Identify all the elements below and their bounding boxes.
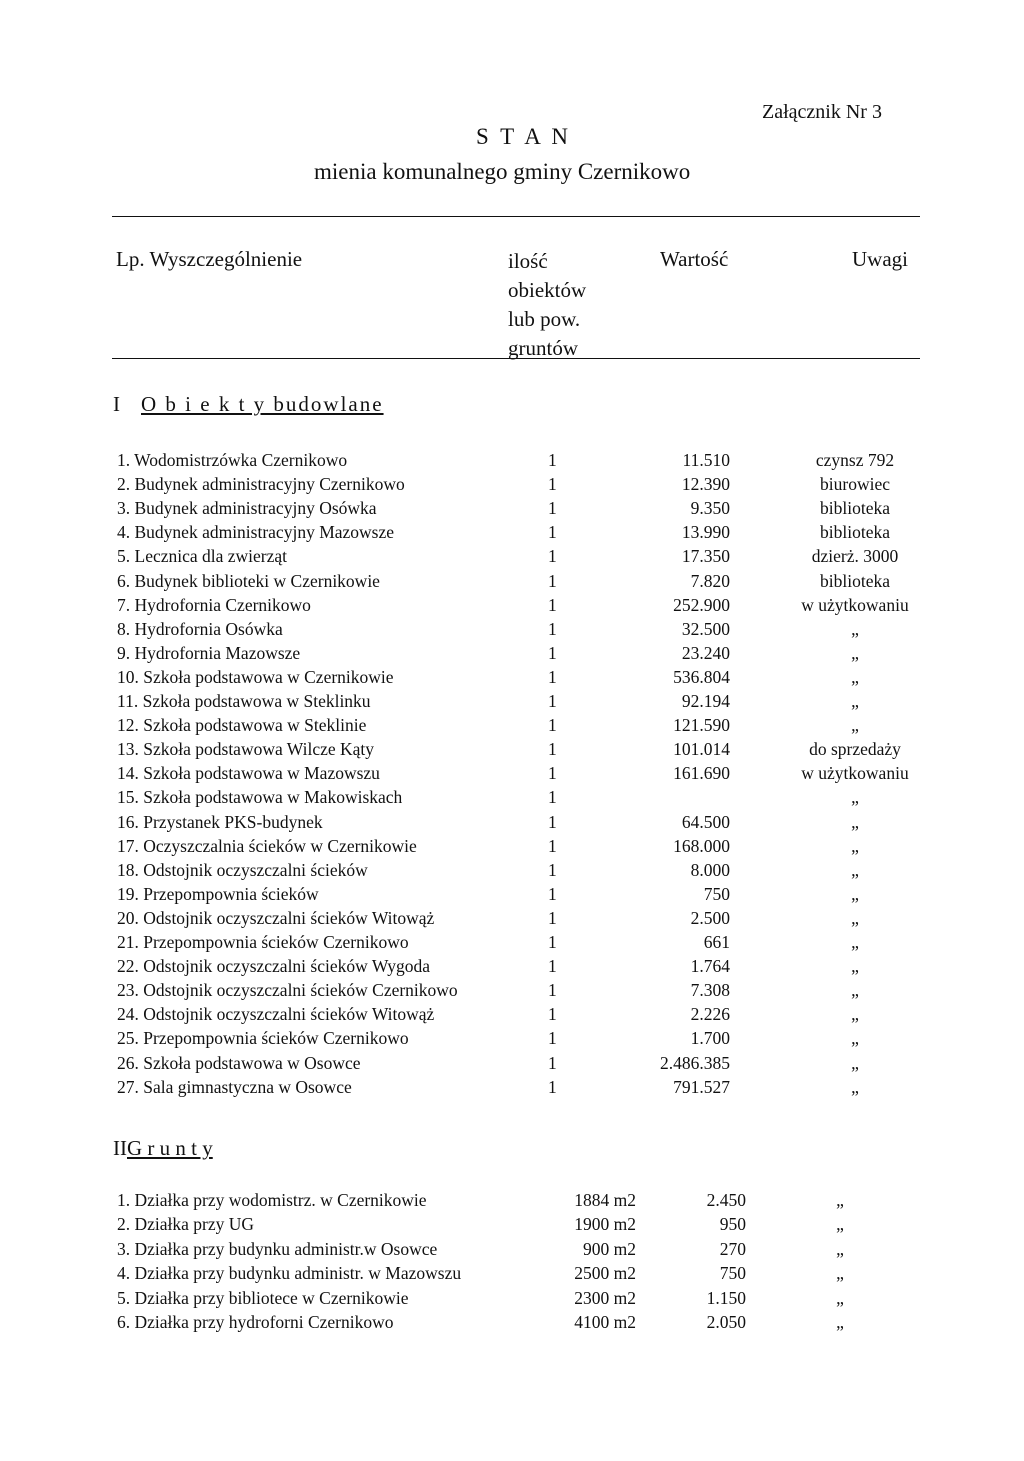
item-value: 2.500: [690, 907, 730, 928]
table-row: [0, 812, 1024, 836]
plot-note: „: [836, 1190, 844, 1210]
column-header-description: Lp. Wyszczególnienie: [116, 247, 303, 271]
table-row: [0, 1288, 1024, 1312]
table-row: [0, 450, 1024, 474]
item-value: 9.350: [690, 498, 730, 519]
table-row: [0, 787, 1024, 811]
table-row: [0, 908, 1024, 932]
item-quantity: 1: [548, 835, 557, 856]
section-heading-land: [113, 1136, 213, 1161]
plot-note: „: [836, 1312, 844, 1332]
item-quantity: 1: [548, 787, 557, 808]
plot-value: 270: [719, 1238, 746, 1259]
item-quantity: 1: [548, 474, 557, 495]
section-heading-buildings: [113, 392, 384, 417]
item-quantity: 1: [548, 522, 557, 543]
table-row: [0, 691, 1024, 715]
item-name: 13. Szkoła podstawowa Wilcze Kąty: [117, 739, 375, 760]
item-note: w użytkowaniu: [801, 763, 909, 784]
plot-note: „: [836, 1214, 844, 1235]
item-quantity: 1: [548, 570, 557, 591]
item-value: 11.510: [682, 450, 730, 470]
item-value: 161.690: [673, 763, 730, 784]
item-note: „: [851, 618, 859, 639]
item-name: 2. Budynek administracyjny Czernikowo: [117, 474, 405, 495]
item-value: 2.226: [690, 1004, 730, 1025]
plot-name: 6. Działka przy hydroforni Czernikowo: [117, 1312, 394, 1332]
plot-area: 900 m2: [583, 1238, 636, 1259]
item-quantity: 1: [548, 956, 557, 977]
item-name: 8. Hydrofornia Osówka: [117, 618, 283, 639]
table-row: [0, 522, 1024, 546]
table-row: [0, 619, 1024, 643]
item-note: w użytkowaniu: [801, 594, 909, 615]
plot-name: 2. Działka przy UG: [117, 1214, 255, 1235]
item-note: „: [851, 956, 859, 977]
table-row: [0, 884, 1024, 908]
item-value: 32.500: [681, 618, 730, 639]
table-row: [0, 1263, 1024, 1287]
section-numeral: II: [113, 1136, 127, 1160]
table-row: [0, 763, 1024, 787]
item-value: 536.804: [673, 666, 730, 687]
plot-area: 1900 m2: [574, 1214, 636, 1235]
document-subtitle: mienia komunalnego gminy Czernikowo: [314, 159, 691, 184]
item-quantity: 1: [548, 642, 557, 663]
item-quantity: 1: [548, 450, 557, 470]
item-note: „: [851, 1076, 859, 1097]
plot-area: 4100 m2: [574, 1312, 636, 1332]
item-name: 1. Wodomistrzówka Czernikowo: [117, 450, 348, 470]
item-quantity: 1: [548, 980, 557, 1001]
item-name: 19. Przepompownia ścieków: [117, 883, 319, 904]
table-row: [0, 980, 1024, 1004]
table-row: [0, 1028, 1024, 1052]
plot-area: 2300 m2: [574, 1287, 636, 1308]
plot-value: 2.050: [706, 1312, 746, 1332]
item-value: 101.014: [673, 739, 730, 760]
document-title: S T A N: [476, 124, 571, 149]
item-name: 27. Sala gimnastyczna w Osowce: [117, 1076, 352, 1097]
item-value: 168.000: [673, 835, 730, 856]
item-quantity: 1: [548, 666, 557, 687]
item-value: 8.000: [690, 859, 730, 880]
table-row: [0, 474, 1024, 498]
item-note: „: [851, 691, 859, 711]
table-row: [0, 715, 1024, 739]
item-name: 18. Odstojnik oczyszczalni ścieków: [117, 859, 368, 880]
item-value: 64.500: [681, 811, 730, 832]
item-note: „: [851, 715, 859, 736]
column-header-quantity: ilość obiektów lub pow. gruntów: [508, 249, 587, 360]
table-row: [0, 546, 1024, 570]
table-row: [0, 643, 1024, 667]
item-name: 23. Odstojnik oczyszczalni ścieków Czernikowo: [117, 980, 458, 1001]
item-name: 15. Szkoła podstawowa w Makowiskach: [117, 787, 403, 808]
item-value: 7.308: [690, 980, 730, 1001]
item-note: „: [851, 811, 859, 832]
item-value: 750: [703, 883, 730, 904]
plot-value: 2.450: [706, 1190, 746, 1210]
item-quantity: 1: [548, 1004, 557, 1025]
table-row: [0, 1239, 1024, 1263]
header-rule: [112, 358, 920, 359]
item-name: 16. Przystanek PKS-budynek: [117, 811, 323, 832]
plot-name: 4. Działka przy budynku administr. w Mazowszu: [117, 1263, 462, 1284]
item-quantity: 1: [548, 618, 557, 639]
item-quantity: 1: [548, 859, 557, 880]
item-note: „: [851, 835, 859, 856]
item-name: 25. Przepompownia ścieków Czernikowo: [117, 1028, 409, 1049]
item-quantity: 1: [548, 715, 557, 736]
table-row: [0, 1312, 1024, 1336]
item-name: 10. Szkoła podstawowa w Czernikowie: [117, 666, 394, 687]
top-rule: [112, 216, 920, 217]
item-value: 791.527: [673, 1076, 730, 1097]
item-name: 20. Odstojnik oczyszczalni ścieków Witowąż: [117, 907, 435, 928]
item-note: „: [851, 642, 859, 663]
item-name: 11. Szkoła podstawowa w Steklinku: [117, 691, 371, 711]
plot-note: „: [836, 1263, 844, 1284]
table-row: [0, 1053, 1024, 1077]
item-note: biblioteka: [820, 522, 890, 543]
item-note: „: [851, 859, 859, 880]
item-quantity: 1: [548, 907, 557, 928]
table-row: [0, 932, 1024, 956]
item-note: biblioteka: [820, 498, 890, 519]
item-value: 17.350: [681, 546, 730, 567]
item-name: 24. Odstojnik oczyszczalni ścieków Witowąż: [117, 1004, 435, 1025]
item-value: 661: [703, 932, 730, 952]
plot-area: 1884 m2: [574, 1190, 636, 1210]
plot-note: „: [836, 1287, 844, 1308]
item-name: 26. Szkoła podstawowa w Osowce: [117, 1052, 361, 1073]
item-value: 23.240: [681, 642, 730, 663]
table-row: [0, 667, 1024, 691]
item-note: „: [851, 787, 859, 808]
item-quantity: 1: [548, 763, 557, 784]
section-title: O b i e k t y budowlane: [141, 392, 384, 416]
item-value: 1.700: [690, 1028, 730, 1049]
item-name: 22. Odstojnik oczyszczalni ścieków Wygoda: [117, 956, 431, 977]
item-value: 2.486.385: [660, 1052, 730, 1073]
item-note: „: [851, 666, 859, 687]
section-numeral: I: [113, 392, 120, 416]
plot-note: „: [836, 1238, 844, 1259]
item-name: 7. Hydrofornia Czernikowo: [117, 594, 311, 615]
item-name: 3. Budynek administracyjny Osówka: [117, 498, 377, 519]
item-quantity: 1: [548, 546, 557, 567]
item-quantity: 1: [548, 498, 557, 519]
item-quantity: 1: [548, 1052, 557, 1073]
annex-label: Załącznik Nr 3: [762, 101, 882, 123]
item-note: biurowiec: [820, 474, 890, 495]
item-name: 12. Szkoła podstawowa w Steklinie: [117, 715, 367, 736]
table-row: [0, 739, 1024, 763]
item-value: 13.990: [681, 522, 730, 543]
item-note: biblioteka: [820, 570, 890, 591]
item-name: 21. Przepompownia ścieków Czernikowo: [117, 932, 409, 952]
table-row: [0, 571, 1024, 595]
item-note: „: [851, 883, 859, 904]
item-note: „: [851, 932, 859, 952]
section-title: G r u n t y: [127, 1136, 213, 1160]
item-note: „: [851, 980, 859, 1001]
item-quantity: 1: [548, 811, 557, 832]
item-quantity: 1: [548, 739, 557, 760]
table-row: [0, 956, 1024, 980]
table-row: [0, 1077, 1024, 1101]
item-quantity: 1: [548, 691, 557, 711]
item-value: 1.764: [690, 956, 730, 977]
column-header-value: Wartość: [660, 247, 729, 271]
item-quantity: 1: [548, 883, 557, 904]
plot-value: 950: [719, 1214, 746, 1235]
item-quantity: 1: [548, 932, 557, 952]
table-row: [0, 836, 1024, 860]
item-name: 4. Budynek administracyjny Mazowsze: [117, 522, 395, 543]
plot-name: 5. Działka przy bibliotece w Czernikowie: [117, 1287, 409, 1308]
table-row: [0, 498, 1024, 522]
item-name: 5. Lecznica dla zwierząt: [117, 546, 288, 567]
item-name: 17. Oczyszczalnia ścieków w Czernikowie: [117, 835, 417, 856]
item-value: 12.390: [681, 474, 730, 495]
column-header-notes: Uwagi: [852, 247, 908, 271]
plot-name: 3. Działka przy budynku administr.w Osowce: [117, 1238, 438, 1259]
item-value: 121.590: [673, 715, 730, 736]
item-quantity: 1: [548, 594, 557, 615]
item-note: „: [851, 1052, 859, 1073]
item-note: „: [851, 1028, 859, 1049]
item-name: 9. Hydrofornia Mazowsze: [117, 642, 301, 663]
item-note: „: [851, 1004, 859, 1025]
item-note: „: [851, 907, 859, 928]
table-row: [0, 860, 1024, 884]
item-quantity: 1: [548, 1076, 557, 1097]
plot-value: 750: [719, 1263, 746, 1284]
plot-value: 1.150: [706, 1287, 746, 1308]
table-row: [0, 595, 1024, 619]
item-value: 252.900: [673, 594, 730, 615]
item-value: 7.820: [690, 570, 730, 591]
item-value: 92.194: [681, 691, 730, 711]
item-note: czynsz 792: [815, 450, 895, 470]
item-note: do sprzedaży: [809, 739, 901, 760]
item-name: 14. Szkoła podstawowa w Mazowszu: [117, 763, 380, 784]
plot-name: 1. Działka przy wodomistrz. w Czernikowie: [117, 1190, 427, 1210]
item-quantity: 1: [548, 1028, 557, 1049]
table-row: [0, 1214, 1024, 1238]
table-row: [0, 1190, 1024, 1214]
table-row: [0, 1004, 1024, 1028]
item-name: 6. Budynek biblioteki w Czernikowie: [117, 570, 380, 591]
plot-area: 2500 m2: [574, 1263, 636, 1284]
item-note: dzierż. 3000: [811, 546, 899, 567]
